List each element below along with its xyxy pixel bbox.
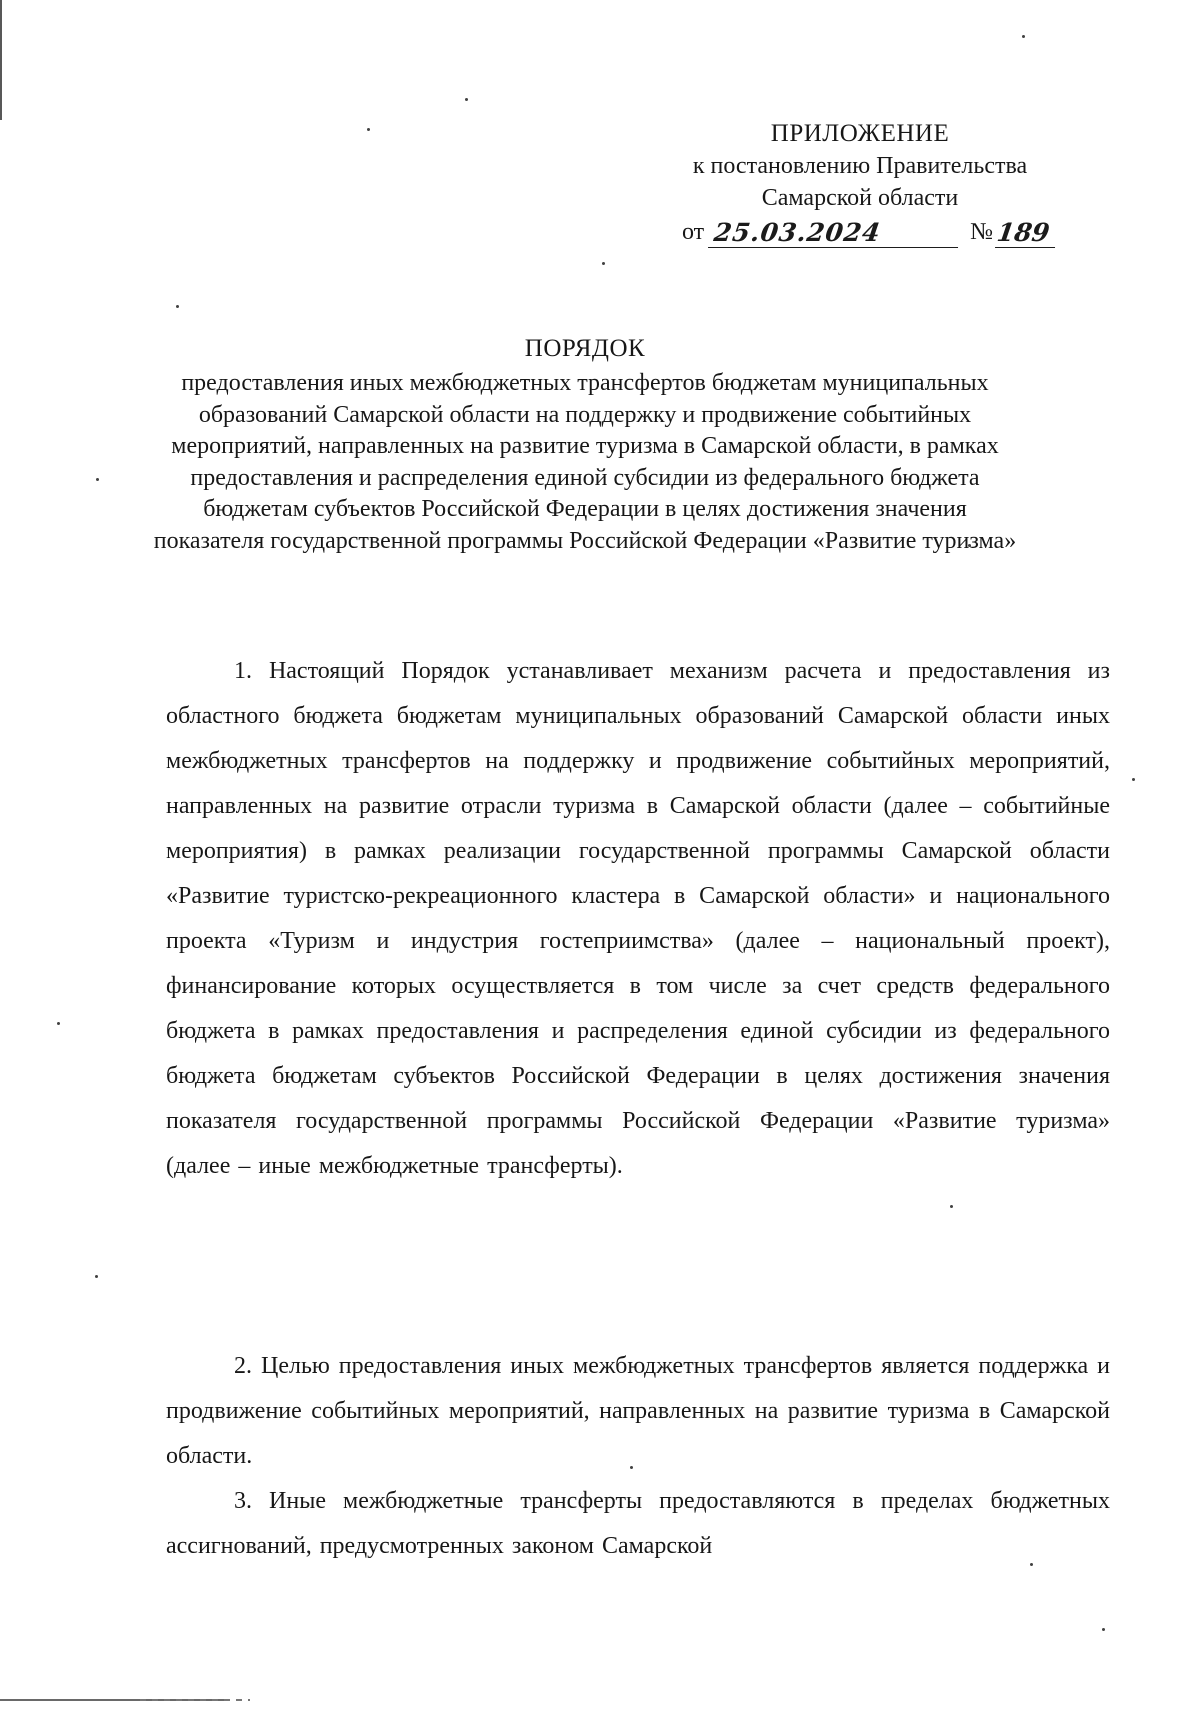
appendix-line-1: к постановлению Правительства bbox=[692, 153, 1028, 179]
document-subtitle: предоставления иных межбюджетных трансфертов бюджетам муниципальных образований Самарской области на поддержку и продвижение событийных мероприятий, направленных на развитие туризма в Самарской области, в рамках предоставления и распределения единой субсидии из федерального бюджета бюджетам субъектов Российской Федерации в целях достижения значения показателя государственной программы Российской Федерации «Развитие туризма» bbox=[153, 370, 1017, 554]
number-prefix: № bbox=[970, 219, 994, 245]
scan-speck bbox=[1132, 778, 1135, 781]
appendix-header bbox=[620, 118, 1100, 248]
scan-speck bbox=[1022, 35, 1025, 38]
scan-speck bbox=[96, 478, 99, 481]
paragraph-3-block bbox=[166, 1479, 1110, 1569]
scan-speck bbox=[95, 1275, 98, 1278]
paragraph-1-block bbox=[166, 649, 1110, 1189]
scan-speck bbox=[367, 128, 370, 131]
scan-speck bbox=[465, 98, 468, 101]
appendix-line-2: Самарской области bbox=[761, 185, 959, 211]
scan-speck bbox=[950, 1205, 953, 1208]
paragraph-1: 1. Настоящий Порядок устанавливает механизм расчета и предоставления из областного бюджета бюджетам муниципальных образований Самарской области иных межбюджетных трансфертов на поддержку и продвижение событийных мероприятий, направленных на развитие отрасли туризма в Самарской области (далее – событийные мероприятия) в рамках реализации государственной программы Самарской области «Развитие туристско-рекреационного кластера в Самарской области» и национального проекта «Туризм и индустрия гостеприимства» (далее – национальный проект), финансирование которых осуществляется в том числе за счет средств федерального бюджета в рамках предоставления и распределения единой субсидии из федерального бюджета бюджетам субъектов Российской Федерации в целях достижения значения показателя государственной программы Российской Федерации «Развитие туризма» (далее – иные межбюджетные трансферты). bbox=[166, 658, 1110, 1179]
scan-speck bbox=[57, 1022, 60, 1025]
handwritten-number: 189 bbox=[995, 219, 1059, 248]
paragraph-2: 2. Целью предоставления иных межбюджетных трансфертов является поддержка и продвижение событийных мероприятий, направленных на развитие туризма в Самарской области. bbox=[166, 1353, 1110, 1469]
document-title: ПОРЯДОК bbox=[524, 335, 646, 362]
scan-edge-mark bbox=[0, 0, 2, 120]
handwritten-date: 25.03.2024 bbox=[708, 219, 962, 248]
scan-speck bbox=[1102, 1628, 1105, 1631]
scan-speck bbox=[176, 305, 179, 308]
date-prefix: от bbox=[682, 219, 705, 245]
paragraph-3: 3. Иные межбюджетные трансферты предоставляются в пределах бюджетных ассигнований, предусмотренных законом Самарской bbox=[166, 1488, 1110, 1559]
appendix-dateline bbox=[682, 216, 1100, 248]
paragraph-2-block bbox=[166, 1344, 1110, 1479]
appendix-title: ПРИЛОЖЕНИЕ bbox=[770, 120, 950, 147]
scan-bottom-dots bbox=[140, 1699, 250, 1701]
scan-speck bbox=[602, 262, 605, 265]
